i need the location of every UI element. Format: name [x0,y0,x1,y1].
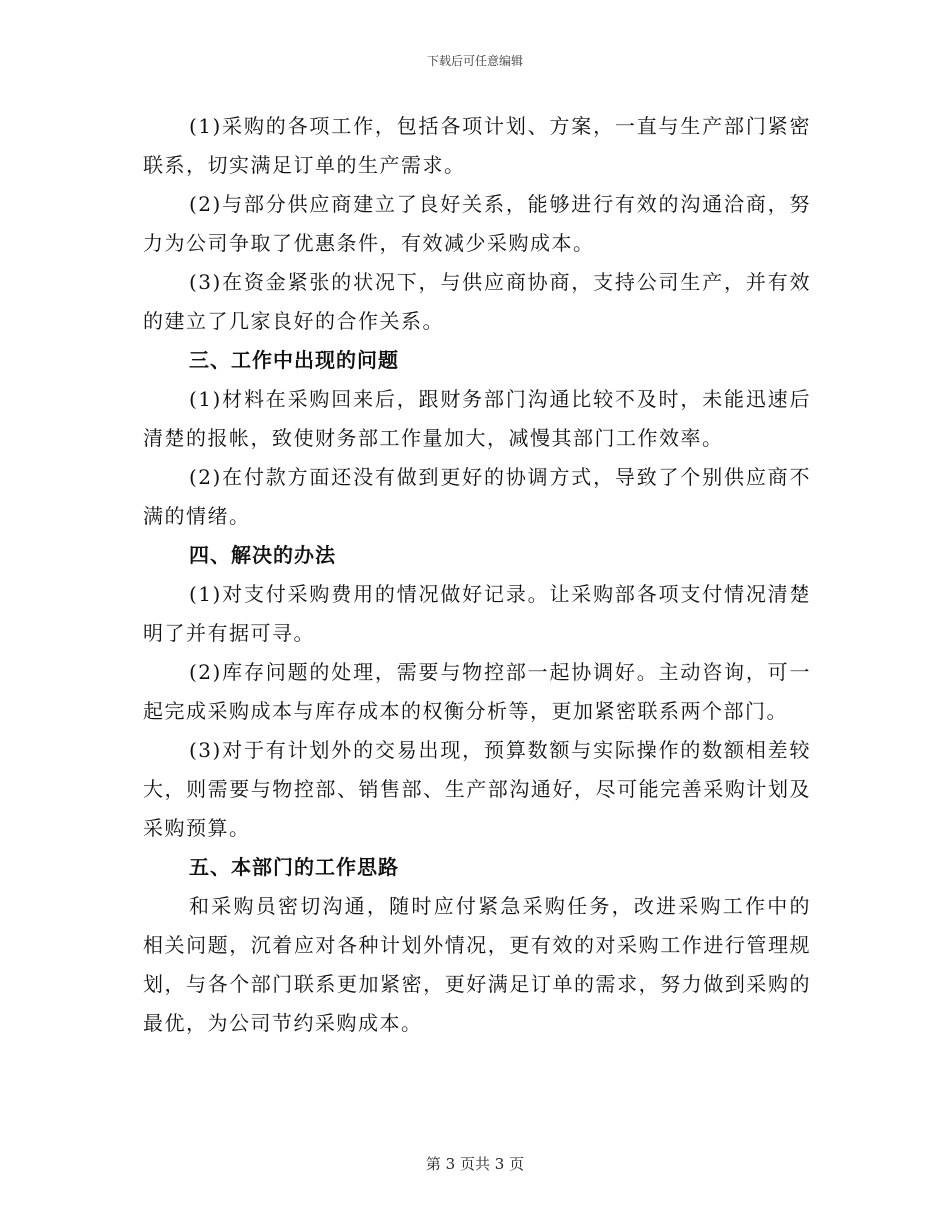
document-body [143,107,811,1043]
paragraph-1: (1)采购的各项工作，包括各项计划、方案，一直与生产部门紧密联系，切实满足订单的生产需求。 [143,114,811,177]
paragraph-5: (2)在付款方面还没有做到更好的协调方式，导致了个别供应商不满的情绪。 [143,465,811,528]
section-heading-5: 五、本部门的工作思路 [189,855,399,879]
paragraph-4: (1)材料在采购回来后，跟财务部门沟通比较不及时，未能迅速后清楚的报帐，致使财务部工作量加大，减慢其部门工作效率。 [143,387,811,450]
paragraph-3: (3)在资金紧张的状况下，与供应商协商，支持公司生产，并有效的建立了几家良好的合作关系。 [143,270,811,333]
paragraph-2: (2)与部分供应商建立了良好关系，能够进行有效的沟通洽商，努力为公司争取了优惠条件，有效减少采购成本。 [143,192,811,255]
section-heading-4: 四、解决的办法 [189,543,336,567]
paragraph-8: (3)对于有计划外的交易出现，预算数额与实际操作的数额相差较大，则需要与物控部、销售部、生产部沟通好，尽可能完善采购计划及采购预算。 [143,738,811,840]
paragraph-7: (2)库存问题的处理，需要与物控部一起协调好。主动咨询，可一起完成采购成本与库存成本的权衡分析等，更加紧密联系两个部门。 [143,660,811,723]
paragraph-9: 和采购员密切沟通，随时应付紧急采购任务，改进采购工作中的相关问题，沉着应对各种计划外情况，更有效的对采购工作进行管理规划，与各个部门联系更加紧密，更好满足订单的需求，努力做到采购的最优，为公司节约采购成本。 [143,894,811,1035]
page-header: 下载后可任意编辑 [426,54,523,68]
section-heading-3: 三、工作中出现的问题 [189,348,399,372]
page-footer: 第 3 页共 3 页 [425,1155,525,1173]
paragraph-6: (1)对支付采购费用的情况做好记录。让采购部各项支付情况清楚明了并有据可寻。 [143,582,811,645]
